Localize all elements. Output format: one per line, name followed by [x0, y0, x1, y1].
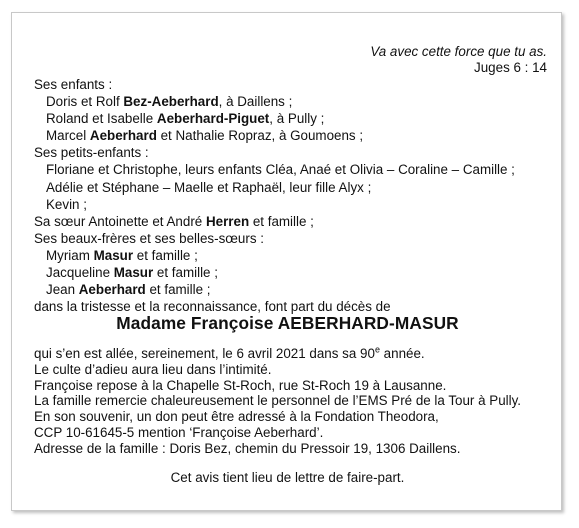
inlaws-heading: Ses beaux-frères et ses belles-sœurs :: [34, 230, 264, 246]
inlaw-entry: Jean Aeberhard et famille ;: [46, 282, 211, 298]
detail-line: En son souvenir, un don peut être adressé à la Fondation Theodora,: [34, 409, 439, 425]
detail-line: CCP 10-61645-5 mention ‘Françoise Aeberhard’.: [34, 424, 324, 440]
grandchild-entry: Floriane et Christophe, leurs enfants Cléa, Anaé et Olivia – Coraline – Camille ;: [46, 162, 515, 178]
sister-entry: Sa sœur Antoinette et André Herren et famille ;: [34, 213, 314, 229]
children-heading: Ses enfants :: [34, 77, 113, 92]
child-entry: Marcel Aeberhard et Nathalie Ropraz, à Goumoens ;: [46, 128, 364, 144]
grandchild-entry: Adélie et Stéphane – Maelle et Raphaël, leur fille Alyx ;: [46, 179, 372, 195]
detail-line: La famille remercie chaleureusement le personnel de l’EMS Pré de la Tour à Pully.: [34, 393, 522, 409]
grandchildren-heading: Ses petits-enfants :: [34, 145, 149, 161]
obituary-notice: [11, 12, 562, 511]
inlaw-entry: Myriam Masur et famille ;: [46, 247, 198, 263]
detail-line: Adresse de la famille : Doris Bez, chemin du Pressoir 19, 1306 Daillens.: [34, 440, 461, 456]
child-entry: Doris et Rolf Bez-Aeberhard, à Daillens ;: [46, 94, 293, 110]
inlaw-entry: Jacqueline Masur et famille ;: [46, 265, 218, 281]
epigraph-reference: Juges 6 : 14: [474, 60, 547, 75]
family-list: [34, 76, 559, 315]
notice-details: [34, 346, 559, 457]
detail-line: Le culte d’adieu aura lieu dans l’intimité.: [34, 361, 272, 377]
detail-line: Françoise repose à la Chapelle St-Roch, rue St-Roch 19 à Lausanne.: [34, 377, 447, 393]
passing-line: qui s’en est allée, sereinement, le 6 avril 2021 dans sa 90e année.: [34, 344, 425, 361]
grandchild-entry: Kevin ;: [46, 196, 87, 212]
epigraph-quote: Va avec cette force que tu as.: [370, 44, 547, 59]
child-entry: Roland et Isabelle Aeberhard-Piguet, à Pully ;: [46, 111, 325, 127]
deceased-name: Madame Françoise AEBERHARD-MASUR: [116, 313, 459, 333]
announcement-line: dans la tristesse et la reconnaissance, font part du décès de: [34, 299, 391, 315]
closing-note: Cet avis tient lieu de lettre de faire-part.: [170, 470, 405, 485]
epigraph: [370, 44, 547, 76]
